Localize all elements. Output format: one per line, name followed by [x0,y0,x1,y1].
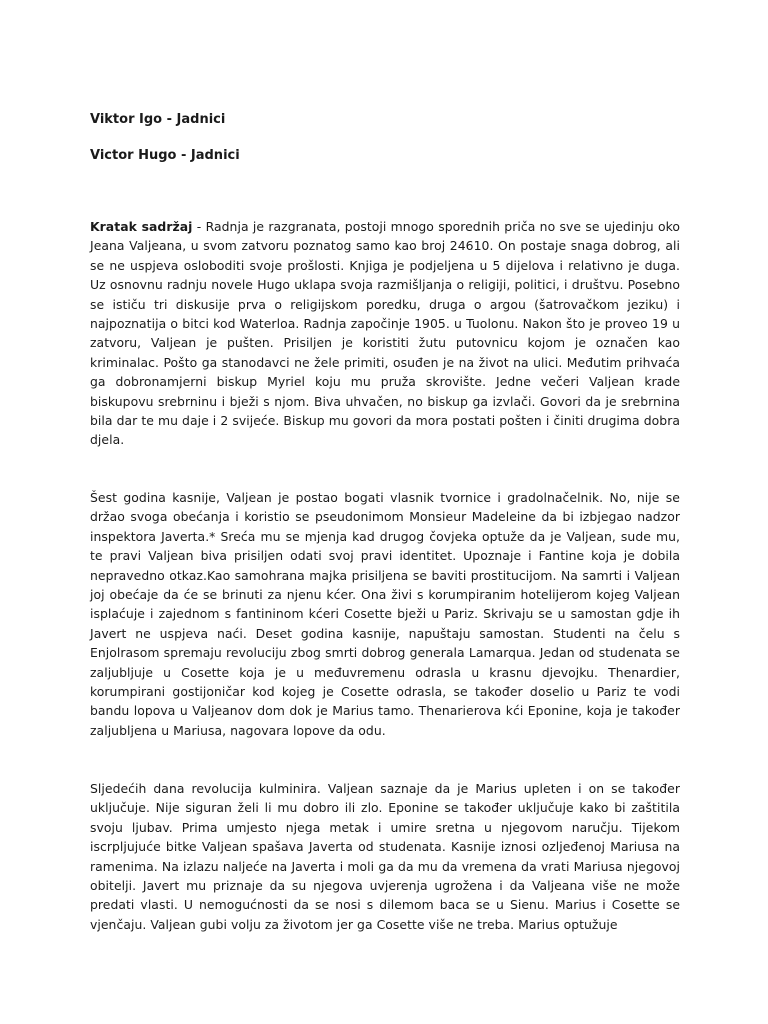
document-subtitle: Victor Hugo - Jadnici [90,148,240,163]
summary-paragraph-3: Sljedećih dana revolucija kulminira. Valjean saznaje da je Marius upleten i on se također uključuje. Nije siguran želi li mu dobro ili zlo. Eponine se također uključuje kako bi zaštitila svoju ljubav. Prima umjesto njega metak i umire sretna u njegovom naručju. Tijekom iscrpljujuće bitke Valjean spašava Javerta od studenata. Kasnije iznosi ozljeđenoj Mariusa na ramenima. Na izlazu naljeće na Javerta i moli ga da mu da vremena da vrati Mariusa njegovoj obitelji. Javert mu priznaje da su njegova uvjerenja ugrožena i da Valjeana više ne može predati vlasti. U nemogućnosti da se nosi s dilemom baca se u Sienu. Marius i Cosette se vjenčaju. Valjean gubi volju za životom jer ga Cosette više ne treba. Marius optužuje [90,781,680,932]
summary-label: Kratak sadržaj [90,219,193,234]
document-title: Viktor Igo - Jadnici [90,112,226,127]
summary-paragraph-2: Šest godina kasnije, Valjean je postao bogati vlasnik tvornice i gradolnačelnik. No, nije se držao svoga obećanja i koristio se pseudonimom Monsieur Madeleine da bi izbjegao nadzor inspektora Javerta.* Sreća mu se mjenja kad drugog čovjeka optuže da je Valjean, sude mu, te pravi Valjean biva prisiljen odati svoj pravi identitet. Upoznaje i Fantine koja je dobila nepravedno otkaz.Kao samohrana majka prisiljena se baviti prostitucijom. Na samrti i Valjean joj obećaje da će se brinuti za njenu kćer. Ona živi s korumpiranim hotelijerom kojeg Valjean isplaćuje i zajednom s fantininom kćeri Cosette bježi u Pariz. Skrivaju se u samostan gdje ih Javert ne uspjeva naći. Deset godina kasnije, napuštaju samostan. Studenti na čelu s Enjolrasom spremaju revoluciju zbog smrti dobrog generala Lamarqua. Jedan od studenata se zaljubljuje u Cosette koja je u međuvremenu odrasla u krasnu djevojku. Thenardier, korumpirani gostijoničar kod kojeg je Cosette odrasla, se također doselio u Pariz te vodi bandu lopova u Valjeanov dom dok je Marius tamo. Thenarierova kći Eponine, koja je također zaljubljena u Mariusa, nagovara lopove da odu. [90,490,680,738]
summary-paragraph-1 [90,217,680,450]
paragraph-1-text: - Radnja je razgranata, postoji mnogo sporednih priča no sve se ujedinju oko Jeana Valjeana, u svom zatvoru poznatog samo kao broj 24610. On postaje snaga dobrog, ali se ne uspjeva osloboditi svoje prošlosti. Knjiga je podjeljena u 5 dijelova i relativno je duga. Uz osnovnu radnju novele Hugo uklapa svoja razmišljanja o religiji, politici, i društvu. Posebno se ističu tri diskusije prva o religijskom poredku, druga o argou (šatrovačkom jeziku) i najpoznatija o bitci kod Waterloa. Radnja započinje 1905. u Tuolonu. Nakon što je proveo 19 u zatvoru, Valjean je pušten. Prisiljen je koristiti žutu putovnicu kojom je označen kao kriminalac. Pošto ga stanodavci ne žele primiti, osuđen je na život na ulici. Međutim prihvaća ga dobronamjerni biskup Myriel koju mu pruža skrovište. Jedne večeri Valjean krade biskupovu srebrninu i bježi s njom. Biva uhvačen, no biskup ga izvlači. Govori da je srebrnina bila dar te mu daje i 2 svijeće. Biskup mu govori da mora postati pošten i činiti drugima dobra djela. [90,219,680,448]
